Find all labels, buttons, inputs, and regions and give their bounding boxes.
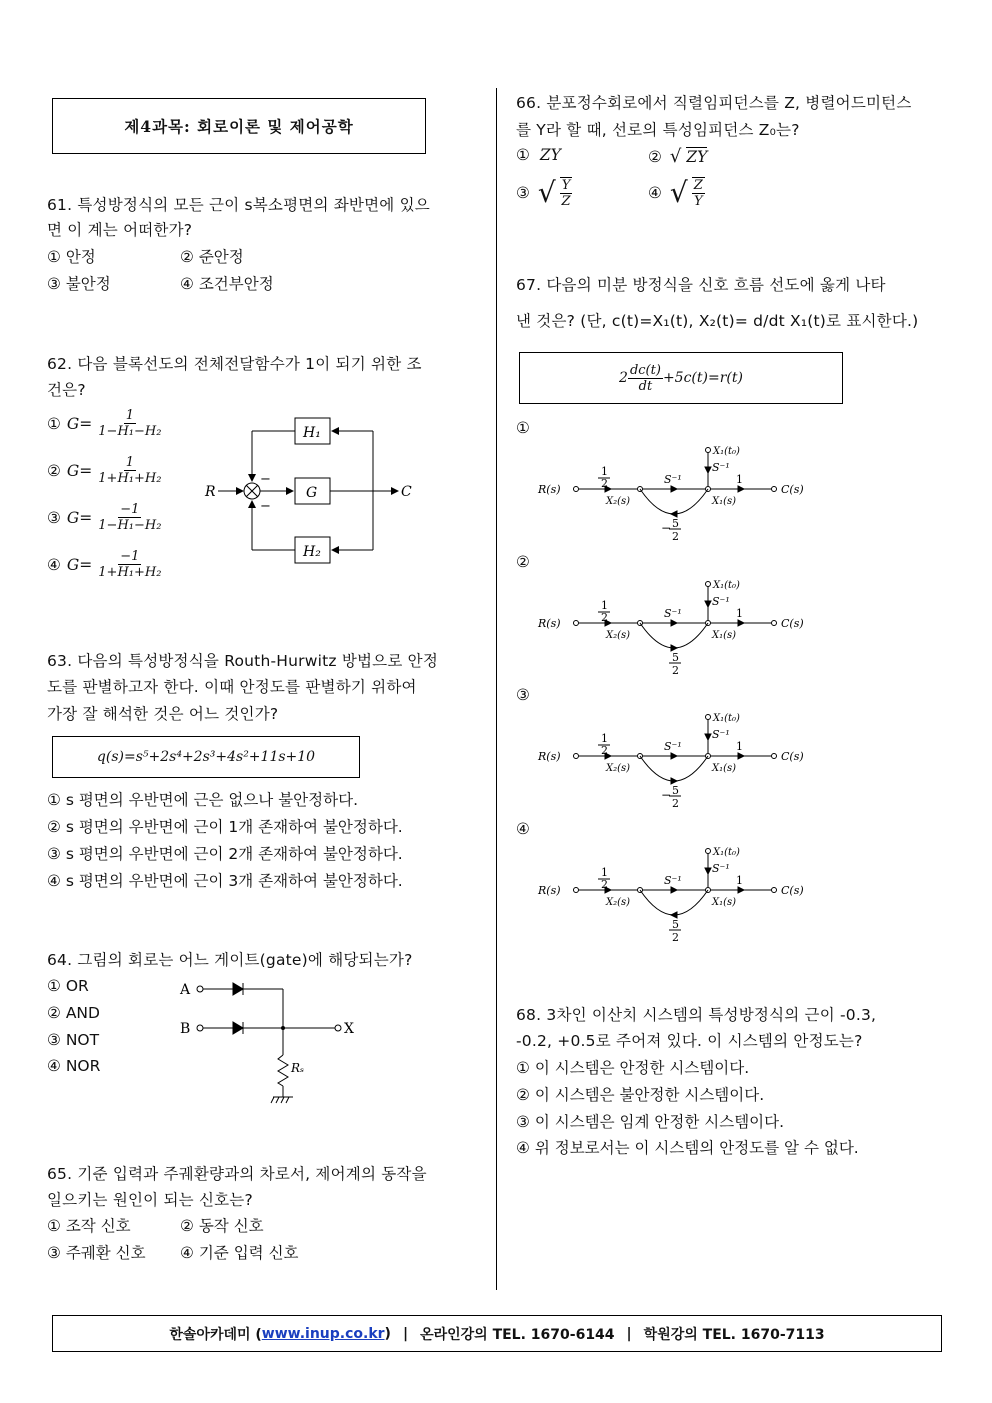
sfg-gain-half-den: 2 (601, 477, 608, 490)
sfg-output-label: C(s) (781, 617, 804, 630)
sfg-x2-label: X₂(s) (606, 630, 631, 641)
q62-option-4-prefix: G= (66, 555, 93, 574)
sfg-gain-s1: S⁻¹ (664, 874, 682, 887)
q62-option-3-prefix: G= (66, 508, 93, 527)
q61-text-line1: 61. 특성방정식의 모든 근이 s복소평면의 좌반면에 있으 (47, 196, 430, 214)
q68-option-3[interactable]: ③ 이 시스템은 임계 안정한 시스템이다. (516, 1113, 785, 1131)
sfg-x2-label: X₂(s) (606, 496, 631, 507)
q64-label-b: B (180, 1021, 191, 1037)
q65-option-1[interactable]: ① 조작 신호 (47, 1217, 131, 1235)
footer (52, 1315, 942, 1352)
q66-option-3-marker: ③ (516, 183, 530, 202)
q62-block-diagram (200, 410, 425, 570)
q67-eq-suffix: +5c(t)=r(t) (662, 370, 743, 386)
q61-option-4[interactable]: ④ 조건부안정 (180, 275, 274, 293)
q62-diagram-input: R (205, 484, 216, 500)
q65-text-line1: 65. 기준 입력과 주궤환량과의 차로서, 제어계의 동작을 (47, 1165, 427, 1183)
q67-sfg-2[interactable] (536, 574, 816, 682)
q66-option-2-value: ZY (686, 148, 708, 166)
sfg-x2-label: X₂(s) (606, 897, 631, 908)
q62-text-line2: 건은? (47, 381, 86, 399)
q68-text-line2: -0.2, +0.5로 주어져 있다. 이 시스템의 안정도는? (516, 1032, 863, 1050)
footer-close: ) (384, 1325, 391, 1342)
q67-eq-num: dc(t) (629, 362, 661, 378)
sfg-arrow (671, 753, 677, 759)
q66-option-3-num: Y (561, 177, 571, 193)
q65-option-2[interactable]: ② 동작 신호 (180, 1217, 264, 1235)
sfg-gain-one: 1 (736, 874, 743, 887)
sfg-gain-half-num: 1 (601, 465, 608, 478)
q62-option-4-marker: ④ (47, 555, 61, 574)
sfg-gain-s1-initial: S⁻¹ (712, 862, 730, 875)
q65-option-3[interactable]: ③ 주궤환 신호 (47, 1244, 146, 1262)
q66-sqrt-icon: √ (537, 176, 556, 209)
sfg-x10-label: X₁(t₀) (713, 713, 740, 724)
q66-option-3[interactable] (516, 176, 572, 209)
q66-option-4-num: Z (693, 177, 703, 193)
sfg-x1-label: X₁(s) (712, 630, 737, 641)
sfg-gain-s1-initial: S⁻¹ (712, 728, 730, 741)
q63-option-4[interactable]: ④ s 평면의 우반면에 근이 3개 존재하여 불안정하다. (47, 872, 403, 890)
q67-option-3[interactable]: ③ (516, 686, 530, 704)
q62-option-1-den: 1−H₁−H₂ (98, 424, 162, 439)
sfg-node (574, 487, 579, 492)
q62-option-2[interactable] (47, 455, 161, 486)
q68-option-1[interactable]: ① 이 시스템은 안정한 시스템이다. (516, 1059, 750, 1077)
sfg-node (772, 754, 777, 759)
q63-text-line1: 63. 다음의 특성방정식을 Routh-Hurwitz 방법으로 안정 (47, 652, 439, 670)
sfg-gain-half-num: 1 (601, 866, 608, 879)
q62-option-2-den: 1+H₁+H₂ (98, 471, 162, 486)
q68-option-2[interactable]: ② 이 시스템은 불안정한 시스템이다. (516, 1086, 765, 1104)
q63-text-line3: 가장 잘 해석한 것은 어느 것인가? (47, 705, 279, 723)
q64-label-a: A (180, 982, 191, 998)
q67-eq-prefix: 2 (619, 370, 628, 386)
q62-option-3-marker: ③ (47, 508, 61, 527)
q66-sqrt-icon: √ (669, 176, 688, 209)
sfg-node (574, 888, 579, 893)
sfg-x10-label: X₁(t₀) (713, 446, 740, 457)
sfg-node (772, 621, 777, 626)
sfg-feedback-num: 5 (672, 784, 679, 797)
sfg-gain-one: 1 (736, 607, 743, 620)
q64-option-3[interactable]: ③ NOT (47, 1031, 100, 1049)
sfg-gain-half-num: 1 (601, 599, 608, 612)
q63-option-3[interactable]: ③ s 평면의 우반면에 근이 2개 존재하여 불안정하다. (47, 845, 403, 863)
q64-option-4[interactable]: ④ NOR (47, 1057, 101, 1075)
q66-option-2-marker: ② (648, 147, 662, 166)
sfg-node (574, 754, 579, 759)
q67-sfg-4[interactable] (536, 841, 816, 949)
q66-option-4-marker: ④ (648, 183, 662, 202)
footer-website-link[interactable]: www.inup.co.kr (261, 1325, 385, 1342)
q66-option-4[interactable] (648, 176, 705, 209)
sfg-gain-s1-initial: S⁻¹ (712, 595, 730, 608)
q68-text-line1: 68. 3차인 이산치 시스템의 특성방정식의 근이 -0.3, (516, 1006, 877, 1024)
q62-option-2-prefix: G= (66, 461, 93, 480)
sfg-gain-one: 1 (736, 740, 743, 753)
sfg-gain-half-den: 2 (601, 878, 608, 891)
footer-offline-tel: 학원강의 TEL. 1670-7113 (643, 1326, 825, 1343)
section-title: 제4과목: 회로이론 및 제어공학 (52, 98, 426, 154)
sfg-arrow (671, 486, 677, 492)
q61-option-3[interactable]: ③ 불안정 (47, 275, 111, 293)
sfg-x2-label: X₂(s) (606, 763, 631, 774)
sfg-feedback-sign: − (661, 521, 672, 535)
q67-text-line1: 67. 다음의 미분 방정식을 신호 흐름 선도에 옳게 나타 (516, 276, 886, 294)
q66-text-line1: 66. 분포정수회로에서 직렬임피던스를 Z, 병렬어드미턴스 (516, 94, 912, 112)
q67-text-line2: 낸 것은? (단, c(t)=X₁(t), X₂(t)= d/dt X₁(t)로 표시한다.) (516, 312, 919, 330)
sfg-gain-half-den: 2 (601, 611, 608, 624)
sfg-x10-label: X₁(t₀) (713, 847, 740, 858)
q62-option-1-prefix: G= (66, 414, 93, 433)
q66-option-4-den: Y (693, 193, 703, 209)
q66-option-1-marker: ① (516, 146, 530, 164)
q62-diagram-minus-bottom: − (260, 499, 271, 514)
q66-text-line2: 를 Y라 할 때, 선로의 특성임피던스 Z₀는? (516, 121, 800, 139)
q67-option-4[interactable]: ④ (516, 820, 530, 838)
q62-option-1[interactable] (47, 408, 161, 439)
q62-diagram-output: C (401, 484, 412, 500)
sfg-gain-s1-initial: S⁻¹ (712, 461, 730, 474)
sfg-feedback-num: 5 (672, 651, 679, 664)
sfg-arrow (738, 620, 744, 626)
sfg-feedback-den: 2 (672, 664, 679, 677)
q67-sfg-3[interactable] (536, 707, 816, 815)
q63-text-line2: 도를 판별하고자 한다. 이때 안정도를 판별하기 위하여 (47, 678, 417, 696)
q62-option-3-num: −1 (120, 502, 140, 517)
sfg-gain-s1: S⁻¹ (664, 740, 682, 753)
sfg-x1-label: X₁(s) (712, 897, 737, 908)
q64-option-2[interactable]: ② AND (47, 1004, 100, 1022)
q64-option-1[interactable]: ① OR (47, 977, 89, 995)
q67-equation-box (519, 352, 843, 404)
sfg-x10-label: X₁(t₀) (713, 580, 740, 591)
footer-academy: 한솔아카데미 ( (169, 1326, 262, 1343)
sfg-arrow (738, 887, 744, 893)
q64-diode-circuit (175, 975, 365, 1110)
sfg-gain-one: 1 (736, 473, 743, 486)
sfg-input-label: R(s) (538, 483, 561, 496)
sfg-input-label: R(s) (538, 617, 561, 630)
sfg-x1-label: X₁(s) (712, 496, 737, 507)
q62-option-3[interactable] (47, 502, 161, 533)
sfg-gain-half-num: 1 (601, 732, 608, 745)
q62-diagram-g-block: G (306, 485, 318, 501)
q68-option-4[interactable]: ④ 위 정보로서는 이 시스템의 안정도를 알 수 없다. (516, 1139, 859, 1157)
sfg-output-label: C(s) (781, 884, 804, 897)
q61-option-1[interactable]: ① 안정 (47, 248, 96, 266)
sfg-output-label: C(s) (781, 483, 804, 496)
sfg-feedback-den: 2 (672, 931, 679, 944)
sfg-feedback-sign: − (661, 788, 672, 802)
q66-option-2[interactable] (648, 146, 707, 167)
sfg-feedback-den: 2 (672, 530, 679, 543)
q62-option-2-marker: ② (47, 461, 61, 480)
q66-option-3-den: Z (561, 193, 571, 209)
sfg-arrow (671, 887, 677, 893)
q66-option-1-value: ZY (539, 146, 561, 164)
sfg-arrow (738, 486, 744, 492)
q62-option-2-num: 1 (125, 455, 134, 470)
q62-text-line1: 62. 다음 블록선도의 전체전달함수가 1이 되기 위한 조 (47, 355, 422, 373)
footer-online-tel: 온라인강의 TEL. 1670-6144 (420, 1326, 615, 1343)
sfg-arrow (671, 620, 677, 626)
sfg-arrow (738, 753, 744, 759)
q65-option-4[interactable]: ④ 기준 입력 신호 (180, 1244, 299, 1262)
q67-eq-den: dt (638, 378, 653, 394)
q63-equation-box: q(s)=s⁵+2s⁴+2s³+4s²+11s+10 (52, 736, 360, 778)
sfg-gain-half-den: 2 (601, 744, 608, 757)
q62-diagram-h1-block: H₁ (303, 425, 321, 441)
footer-separator-1: | (402, 1325, 409, 1342)
q67-option-1[interactable]: ① (516, 419, 530, 437)
q62-diagram-h2-block: H₂ (303, 544, 321, 560)
sfg-feedback-num: 5 (672, 918, 679, 931)
q63-option-2[interactable]: ② s 평면의 우반면에 근이 1개 존재하여 불안정하다. (47, 818, 403, 836)
column-divider (496, 88, 497, 1290)
sfg-gain-s1: S⁻¹ (664, 607, 682, 620)
q62-option-1-num: 1 (125, 408, 134, 423)
sfg-input-label: R(s) (538, 750, 561, 763)
sfg-node (574, 621, 579, 626)
q63-option-1[interactable]: ① s 평면의 우반면에 근은 없으나 불안정하다. (47, 791, 359, 809)
q67-option-2[interactable]: ② (516, 553, 530, 571)
q67-sfg-1[interactable] (536, 440, 816, 548)
sfg-output-label: C(s) (781, 750, 804, 763)
q64-label-x: X (344, 1021, 354, 1037)
sfg-feedback-num: 5 (672, 517, 679, 530)
sfg-gain-s1: S⁻¹ (664, 473, 682, 486)
q62-option-3-den: 1−H₁−H₂ (98, 518, 162, 533)
q65-text-line2: 일으키는 원인이 되는 신호는? (47, 1191, 253, 1209)
q61-text-line2: 면 이 계는 어떠한가? (47, 221, 193, 239)
q66-sqrt-icon: √ (669, 146, 682, 167)
sfg-feedback-den: 2 (672, 797, 679, 810)
sfg-x1-label: X₁(s) (712, 763, 737, 774)
q62-option-1-marker: ① (47, 414, 61, 433)
sfg-input-label: R(s) (538, 884, 561, 897)
sfg-node (772, 487, 777, 492)
q62-option-4-num: −1 (120, 549, 140, 564)
q62-option-4[interactable] (47, 549, 161, 580)
q66-option-1[interactable] (516, 146, 561, 164)
q64-label-resistor: Rₛ (291, 1061, 305, 1075)
sfg-node (772, 888, 777, 893)
q62-option-4-den: 1+H₁+H₂ (98, 565, 162, 580)
q64-text-line1: 64. 그림의 회로는 어느 게이트(gate)에 해당되는가? (47, 951, 413, 969)
q61-option-2[interactable]: ② 준안정 (180, 248, 244, 266)
footer-separator-2: | (626, 1325, 632, 1342)
q62-diagram-minus-top: − (260, 472, 271, 487)
